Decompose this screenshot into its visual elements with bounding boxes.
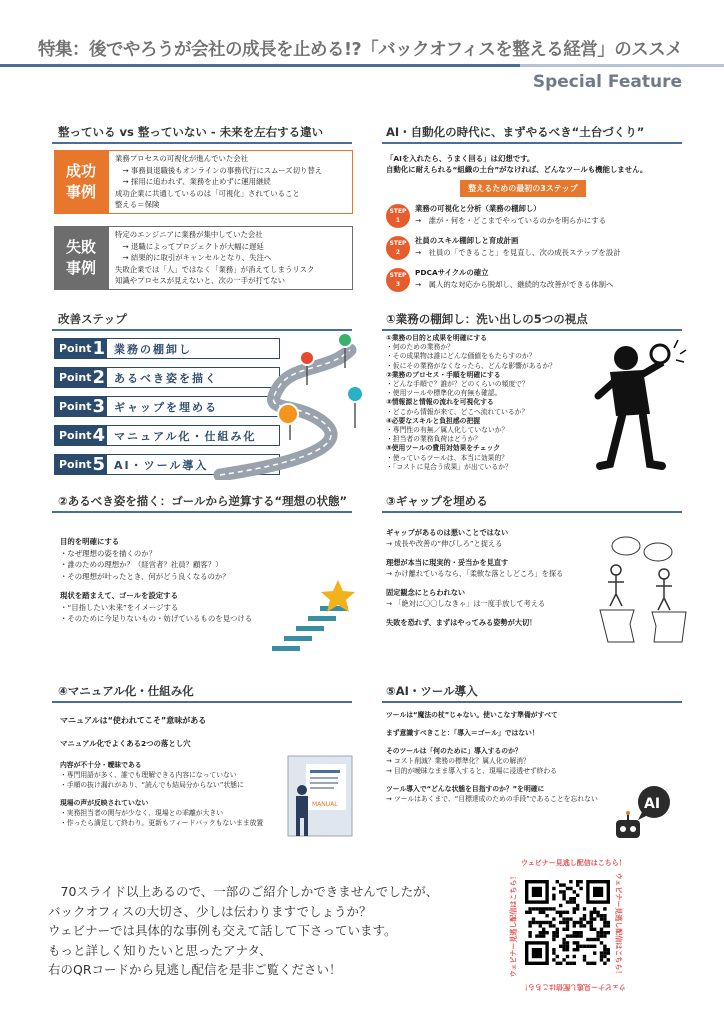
ideal-list <box>60 536 252 625</box>
step-1-desc: → 誰が・何を・どこまでやっているのかを明らかにする <box>415 216 606 225</box>
list-item: 現状を踏まえて、ゴールを設定する <box>60 591 178 600</box>
inventory-list <box>386 334 556 472</box>
steps-button: 整えるための最初の3ステップ <box>460 180 586 197</box>
list-item: ・なぜ理想の姿を描くのか？ <box>60 548 157 558</box>
list-item: ④必要なスキルと負担感の把握 <box>386 416 481 425</box>
list-item: ・専門用語が多く、誰でも理解できる内容になっていない <box>60 771 237 779</box>
list-item: → コスト削減？業務の標準化？属人化の解消？ <box>386 757 530 765</box>
qr-caption-top: ウェビナー見逃し配信はこちら！ <box>521 859 626 867</box>
success-box <box>108 150 353 214</box>
ideal-heading-line <box>52 511 352 513</box>
point-5: Point 5 AI・ツール導入 <box>54 454 280 475</box>
compare-heading-line <box>52 142 352 144</box>
list-item <box>386 549 563 557</box>
ai-intro-1: 「AIを入れたら、うまく回る」は幻想です。 <box>386 154 535 163</box>
qr-caption-right: ウェビナー見逃し配信はこちら！ <box>614 872 623 978</box>
failure-box <box>108 226 353 290</box>
step-2-title: 社員のスキル棚卸しと育成計画 <box>415 236 519 245</box>
closing-message: 70スライド以上あるので、一部のご紹介しかできませんでしたが、 バックオフィスの大切さ、少しは伝わりますでしょうか？ ウェビナーでは具体的な事例も交えて話して下さっています。 もっと詳しく知りたいと思ったアナタ、 右のQRコードから見逃し配信を是非ご覧ください！ <box>48 884 439 977</box>
tools-heading: ⑤AI・ツール導入 <box>386 684 478 698</box>
step-3-desc: → 属人的な対応から脱却し、継続的な改善ができる体制へ <box>415 280 614 289</box>
list-item: ・どんな手順で？誰が？どのくらいの頻度で？ <box>386 380 529 389</box>
list-item: ・「コストに見合う成果」が出ているか？ <box>386 462 512 471</box>
step-2-desc: → 社員の「できること」を見直し、次の成長ステップを設計 <box>415 248 621 257</box>
step-1-icon: STEP 1 <box>386 204 410 228</box>
compare-heading: 整っている vs 整っていない - 未来を左右する違い <box>58 125 324 139</box>
list-item: 現場の声が反映されていない <box>60 799 149 807</box>
list-item <box>386 738 598 746</box>
manual-document-illustration <box>284 752 362 842</box>
list-item <box>386 579 563 587</box>
gap-cliff-illustration <box>598 534 688 644</box>
ai-intro-2: 自動化に耐えられる“組織の土台”がなければ、どんなツールも機能しません。 <box>386 165 648 174</box>
list-item: ・仮にその業務がなくなったら、どんな影響があるか？ <box>386 361 556 370</box>
list-item <box>386 776 598 784</box>
list-item: ツールは“魔法の杖”じゃない。使いこなす準備がすべて <box>386 711 558 719</box>
inventory-heading-line <box>382 329 682 331</box>
roadmap-illustration <box>200 330 370 480</box>
step-1-title: 業務の可視化と分析（業務の棚卸し） <box>415 204 541 213</box>
tools-list <box>386 710 598 804</box>
qr-frame <box>511 858 628 992</box>
list-item <box>60 790 263 798</box>
ai-robot-icon <box>608 784 676 844</box>
success-line: 業務プロセスの可視化が進んでいた会社 <box>115 154 249 163</box>
list-item <box>386 720 598 728</box>
ai-heading-line <box>382 142 682 144</box>
failure-line: → 退職によってプロジェクトが大幅に遅延 <box>115 241 264 251</box>
list-item: ・“目指したい未来”をイメージする <box>60 602 179 612</box>
success-line: 整える＝保険 <box>115 200 160 209</box>
manual-list <box>60 760 263 828</box>
page-title: 特集：後でやろうが会社の成長を止める!?「バックオフィスを整える経営」のススメ <box>38 40 683 60</box>
step-3-title: PDCAサイクルの確立 <box>415 268 489 277</box>
manual-lead: マニュアルは“使われてこそ”意味がある <box>60 716 207 725</box>
list-item: ・その成果物は誰にどんな価値をもたらすのか？ <box>386 352 536 361</box>
list-item: ③情報源と情報の流れを可視化する <box>386 398 494 407</box>
list-item: → 成長や改善の“伸びしろ”と捉える <box>386 539 503 548</box>
list-item: ギャップがあるのは悪いことではない <box>386 528 509 537</box>
list-item: → ツールはあくまで、“目標達成のための手段”であることを忘れない <box>386 795 598 803</box>
svg-text:MANUAL: MANUAL <box>312 801 338 808</box>
manual-heading-line <box>52 701 352 703</box>
failure-tag: 失敗 事例 <box>54 226 108 290</box>
improve-heading: 改善ステップ <box>58 312 127 326</box>
qr-caption-left: ウェビナー見逃し配信はこちら！ <box>509 872 518 978</box>
list-item: ・どこから情報が来て、どこへ流れているか？ <box>386 407 529 416</box>
step-2-icon: STEP 2 <box>386 236 410 260</box>
list-item: ・専門性の有無／属人化していないか？ <box>386 426 509 435</box>
list-item: → 「絶対に〇〇しなきゃ」は一度手放して考える <box>386 599 546 608</box>
list-item: 固定観念にとらわれない <box>386 588 466 597</box>
list-item: ・実務担当者の関与が少なく、現場との乖離が大きい <box>60 809 223 817</box>
success-line: 成功企業に共通しているのは「可視化」されていること <box>115 188 300 198</box>
list-item: ②業務のプロセス・手順を明確にする <box>386 370 501 379</box>
list-item: → 目的が曖昧なまま導入すると、現場に浸透せず終わる <box>386 767 557 775</box>
list-item: そのツールは「何のために」導入するのか？ <box>386 747 522 755</box>
list-item: ・使用ツールや標準化の有無も確認。 <box>386 389 502 398</box>
page-subtitle: Special Feature <box>532 72 682 92</box>
gap-heading: ③ギャップを埋める <box>386 494 488 508</box>
list-item: まず意識すべきこと：「導入＝ゴール」ではない！ <box>386 729 539 737</box>
point-2: Point 2 あるべき姿を描く <box>54 367 280 388</box>
tools-heading-line <box>382 701 682 703</box>
failure-line: 特定のエンジニアに業務が集中していた会社 <box>115 230 263 239</box>
point-1: Point 1 業務の棚卸し <box>54 338 280 359</box>
qr-code[interactable] <box>525 872 614 978</box>
list-item <box>386 609 563 617</box>
list-item: ツール導入で“どんな状態を目指すのか？”を明確に <box>386 785 545 793</box>
list-item: ・手順の抜け漏れがあり、“読んでも結局分からない”状態に <box>60 781 244 789</box>
success-tag: 成功 事例 <box>54 150 108 214</box>
list-item: 内容が不十分・曖昧である <box>60 761 142 769</box>
list-item: ・作ったら満足して終わり。更新もフィードバックもないまま放置 <box>60 819 264 827</box>
gap-heading-line <box>382 511 682 513</box>
success-line: → 採用に追われず、業務を止めずに運用継続 <box>115 177 271 186</box>
list-item: 目的を明確にする <box>60 537 120 546</box>
list-item: ・何のための業務か？ <box>386 343 454 352</box>
success-line: → 事務員退職後もオンラインの事務代行にスムーズ切り替え <box>115 165 323 175</box>
inventory-heading: ①業務の棚卸し：洗い出しの5つの視点 <box>386 312 588 326</box>
list-item: ・その理想が叶ったとき、何がどう良くなるのか？ <box>60 571 230 581</box>
list-item: ⑤使用ツールの費用対効果をチェック <box>386 444 501 453</box>
stairs-star-illustration <box>270 580 362 660</box>
point-3: Point 3 ギャップを埋める <box>54 396 280 417</box>
list-item: ①業務の目的と成果を明確にする <box>386 334 487 342</box>
qr-caption-bottom: ウェビナー見逃し配信はこちら！ <box>521 983 626 991</box>
list-item: ・そのために今足りないもの・妨げているものを見つける <box>60 614 253 623</box>
ideal-heading: ②あるべき姿を描く：ゴールから逆算する“理想の状態” <box>58 494 348 508</box>
svg-text:AI: AI <box>644 796 661 812</box>
manual-heading: ④マニュアル化・仕組み化 <box>58 684 194 698</box>
point-4: Point 4 マニュアル化・仕組み化 <box>54 425 280 446</box>
gap-list <box>386 527 563 628</box>
failure-line: 失敗企業では「人」ではなく「業務」が消えてしまうリスク <box>115 264 315 274</box>
failure-line: 知識やプロセスが見えないと、次の一手が打てない <box>115 276 285 285</box>
list-item: ・使っているツールは、本当に効果的？ <box>386 453 509 462</box>
ai-heading: AI・自動化の時代に、まずやるべき“土台づくり” <box>386 125 645 139</box>
manual-sub: マニュアル化でよくある2つの落とし穴 <box>60 739 191 748</box>
detective-figure-illustration <box>588 336 688 476</box>
list-item: 失敗を恐れず、まずはやってみる姿勢が大切！ <box>386 618 537 627</box>
title-underline-accent <box>520 64 724 67</box>
list-item <box>60 582 252 590</box>
failure-line: → 結果的に取引がキャンセルとなり、失注へ <box>115 253 272 262</box>
list-item: ・誰のための理想か？（経営者？社員？顧客？） <box>60 560 223 569</box>
list-item: ・担当者の業務負荷はどうか？ <box>386 435 482 444</box>
list-item: 理想が本当に現実的・妥当かを見直す <box>386 558 509 567</box>
step-3-icon: STEP 3 <box>386 268 410 292</box>
list-item: → かけ離れているなら、「柔軟な落としどころ」を探る <box>386 569 564 578</box>
